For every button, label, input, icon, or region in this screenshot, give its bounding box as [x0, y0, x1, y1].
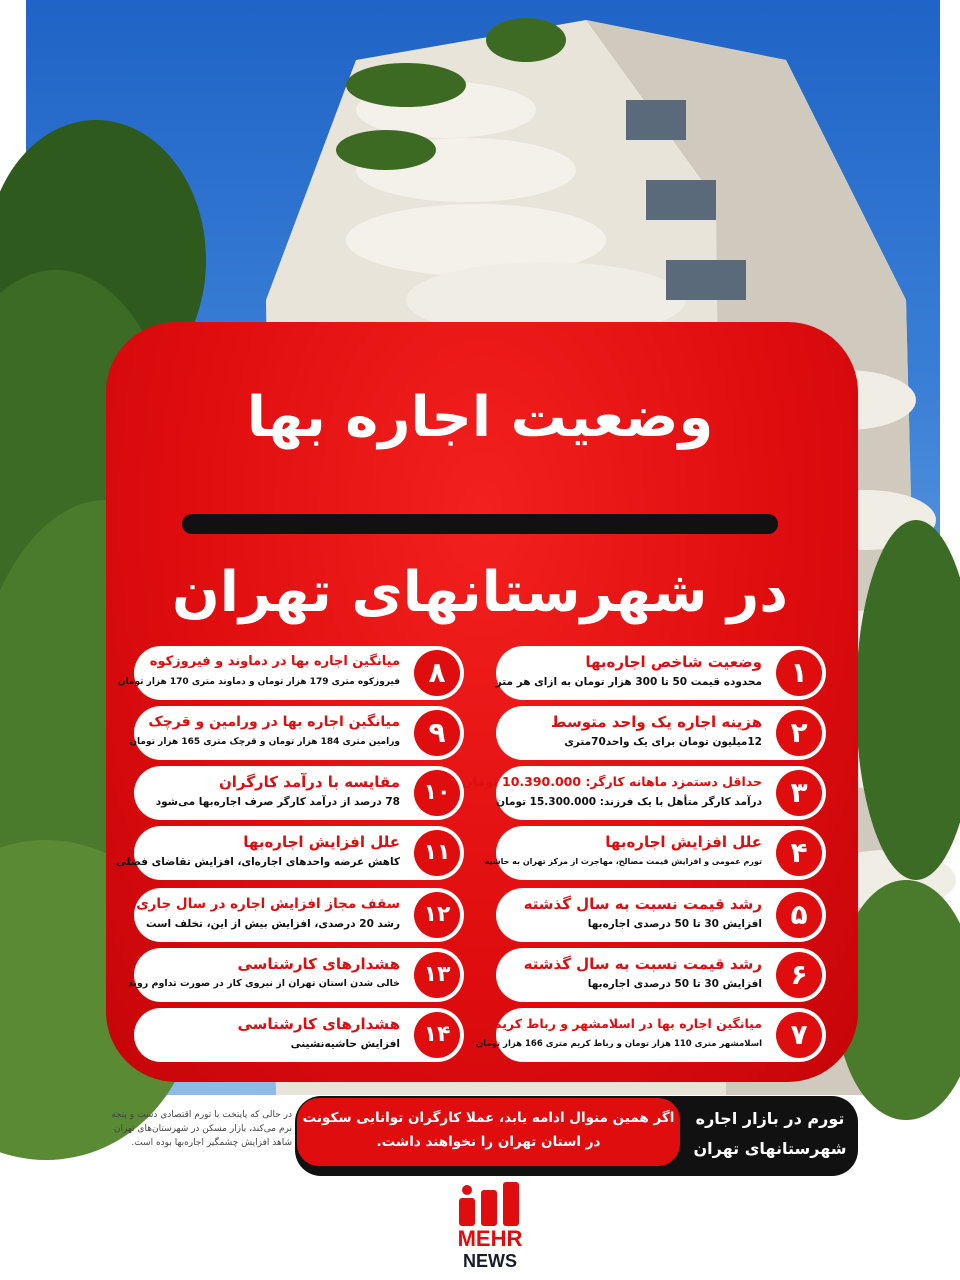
item-number: ۲ — [776, 710, 822, 756]
item-heading: علل افزایش اجاره‌بها — [243, 833, 400, 851]
item-heading: هزینه اجاره یک واحد متوسط — [550, 713, 762, 731]
item-heading: هشدارهای کارشناسی — [237, 955, 400, 973]
item-heading: وضعیت شاخص اجاره‌بها — [585, 653, 762, 671]
page-title: وضعیت اجاره بها — [246, 385, 714, 450]
list-item — [496, 706, 826, 760]
list-item — [127, 948, 464, 1002]
list-item — [484, 826, 826, 880]
list-item — [129, 706, 464, 760]
item-heading: میانگین اجاره بها در دماوند و فیروزکوه — [149, 654, 400, 669]
list-item — [134, 888, 464, 942]
item-detail: فیروزکوه متری 179 هزار تومان و دماوند متری 170 هزار تومان — [117, 677, 400, 687]
warning-callout: اگر همین منوال ادامه یابد، عملا کارگران توانایی سکونت در استان تهران را نخواهند داشت. — [297, 1098, 680, 1166]
item-number: ۴ — [776, 830, 822, 876]
item-heading: حداقل دستمزد ماهانه کارگر: 10.390.000 تومان — [462, 774, 762, 789]
item-detail: اسلامشهر متری 110 هزار تومان و رباط کریم متری 166 هزار تومان — [475, 1039, 762, 1049]
list-item — [496, 948, 826, 1002]
item-heading: رشد قیمت نسبت به سال گذشته — [523, 895, 762, 913]
item-number: ۸ — [414, 650, 460, 696]
banner-title: تورم در بازار اجاره شهرستانهای تهران — [693, 1109, 847, 1158]
footnote: در حالی که پایتخت با تورم اقتصادی دست و پنجه نرم می‌کند، بازار مسکن در شهرستان‌های تهران شاهد افزایش چشمگیر اجاره‌بها بوده است. — [111, 1110, 292, 1148]
item-heading: علل افزایش اجاره‌بها — [605, 833, 762, 851]
item-number: ۱۳ — [414, 952, 460, 998]
item-detail: افزایش حاشیه‌نشینی — [290, 1038, 400, 1050]
item-detail: 78 درصد از درآمد کارگر صرف اجاره‌بها می‌شود — [155, 796, 400, 808]
item-number: ۵ — [776, 892, 822, 938]
item-number: ۹ — [414, 710, 460, 756]
item-heading: میانگین اجاره بها در اسلامشهر و رباط کریم — [492, 1016, 762, 1031]
page-subtitle: در شهرستانهای تهران — [172, 560, 788, 625]
list-item — [462, 766, 826, 820]
list-item — [134, 1008, 464, 1062]
item-number: ۱ — [776, 650, 822, 696]
item-number: ۶ — [776, 952, 822, 998]
item-detail: افزایش 30 تا 50 درصدی اجاره‌بها — [587, 918, 762, 930]
list-item — [475, 1008, 826, 1062]
item-heading: سقف مجاز افزایش اجاره در سال جاری — [136, 896, 400, 912]
item-heading: رشد قیمت نسبت به سال گذشته — [523, 955, 762, 973]
item-detail: محدوده قیمت 50 تا 300 هزار تومان به ازای هر متر — [495, 676, 762, 688]
item-detail: درآمد کارگر متأهل با یک فرزند: 15.300.000 تومان — [496, 796, 762, 808]
item-number: ۳ — [776, 770, 822, 816]
item-number: ۱۱ — [414, 830, 460, 876]
logo-text-news: NEWS — [463, 1251, 517, 1271]
item-detail: رشد 20 درصدی، افزایش بیش از این، تخلف است — [146, 918, 400, 930]
item-heading: میانگین اجاره بها در ورامین و قرچک — [148, 714, 400, 730]
item-detail: 12میلیون تومان برای یک واحد70متری — [564, 736, 762, 748]
list-item — [117, 646, 464, 700]
item-detail: خالی شدن استان تهران از نیروی کار در صورت تداوم روند — [127, 978, 400, 989]
item-detail: ورامین متری 184 هزار تومان و قرچک متری 165 هزار تومان — [129, 737, 400, 747]
list-item — [496, 646, 826, 700]
item-number: ۱۰ — [414, 770, 460, 816]
list-item — [496, 888, 826, 942]
item-number: ۱۴ — [414, 1012, 460, 1058]
item-detail: افزایش 30 تا 50 درصدی اجاره‌بها — [587, 978, 762, 990]
item-number: ۱۲ — [414, 892, 460, 938]
item-detail: تورم عمومی و افزایش قیمت مصالح، مهاجرت از مرکز تهران به حاشیه — [484, 857, 762, 866]
title-divider — [182, 514, 778, 534]
mehr-logo-icon — [455, 1180, 527, 1230]
item-heading: هشدارهای کارشناسی — [237, 1015, 400, 1033]
item-detail: کاهش عرضه واحدهای اجاره‌ای، افزایش تقاضای فصلی — [115, 856, 400, 868]
item-number: ۷ — [776, 1012, 822, 1058]
list-item — [115, 826, 464, 880]
list-item — [134, 766, 464, 820]
logo-text-mehr: MEHR — [457, 1226, 523, 1251]
item-heading: مقایسه با درآمد کارگران — [218, 773, 400, 791]
